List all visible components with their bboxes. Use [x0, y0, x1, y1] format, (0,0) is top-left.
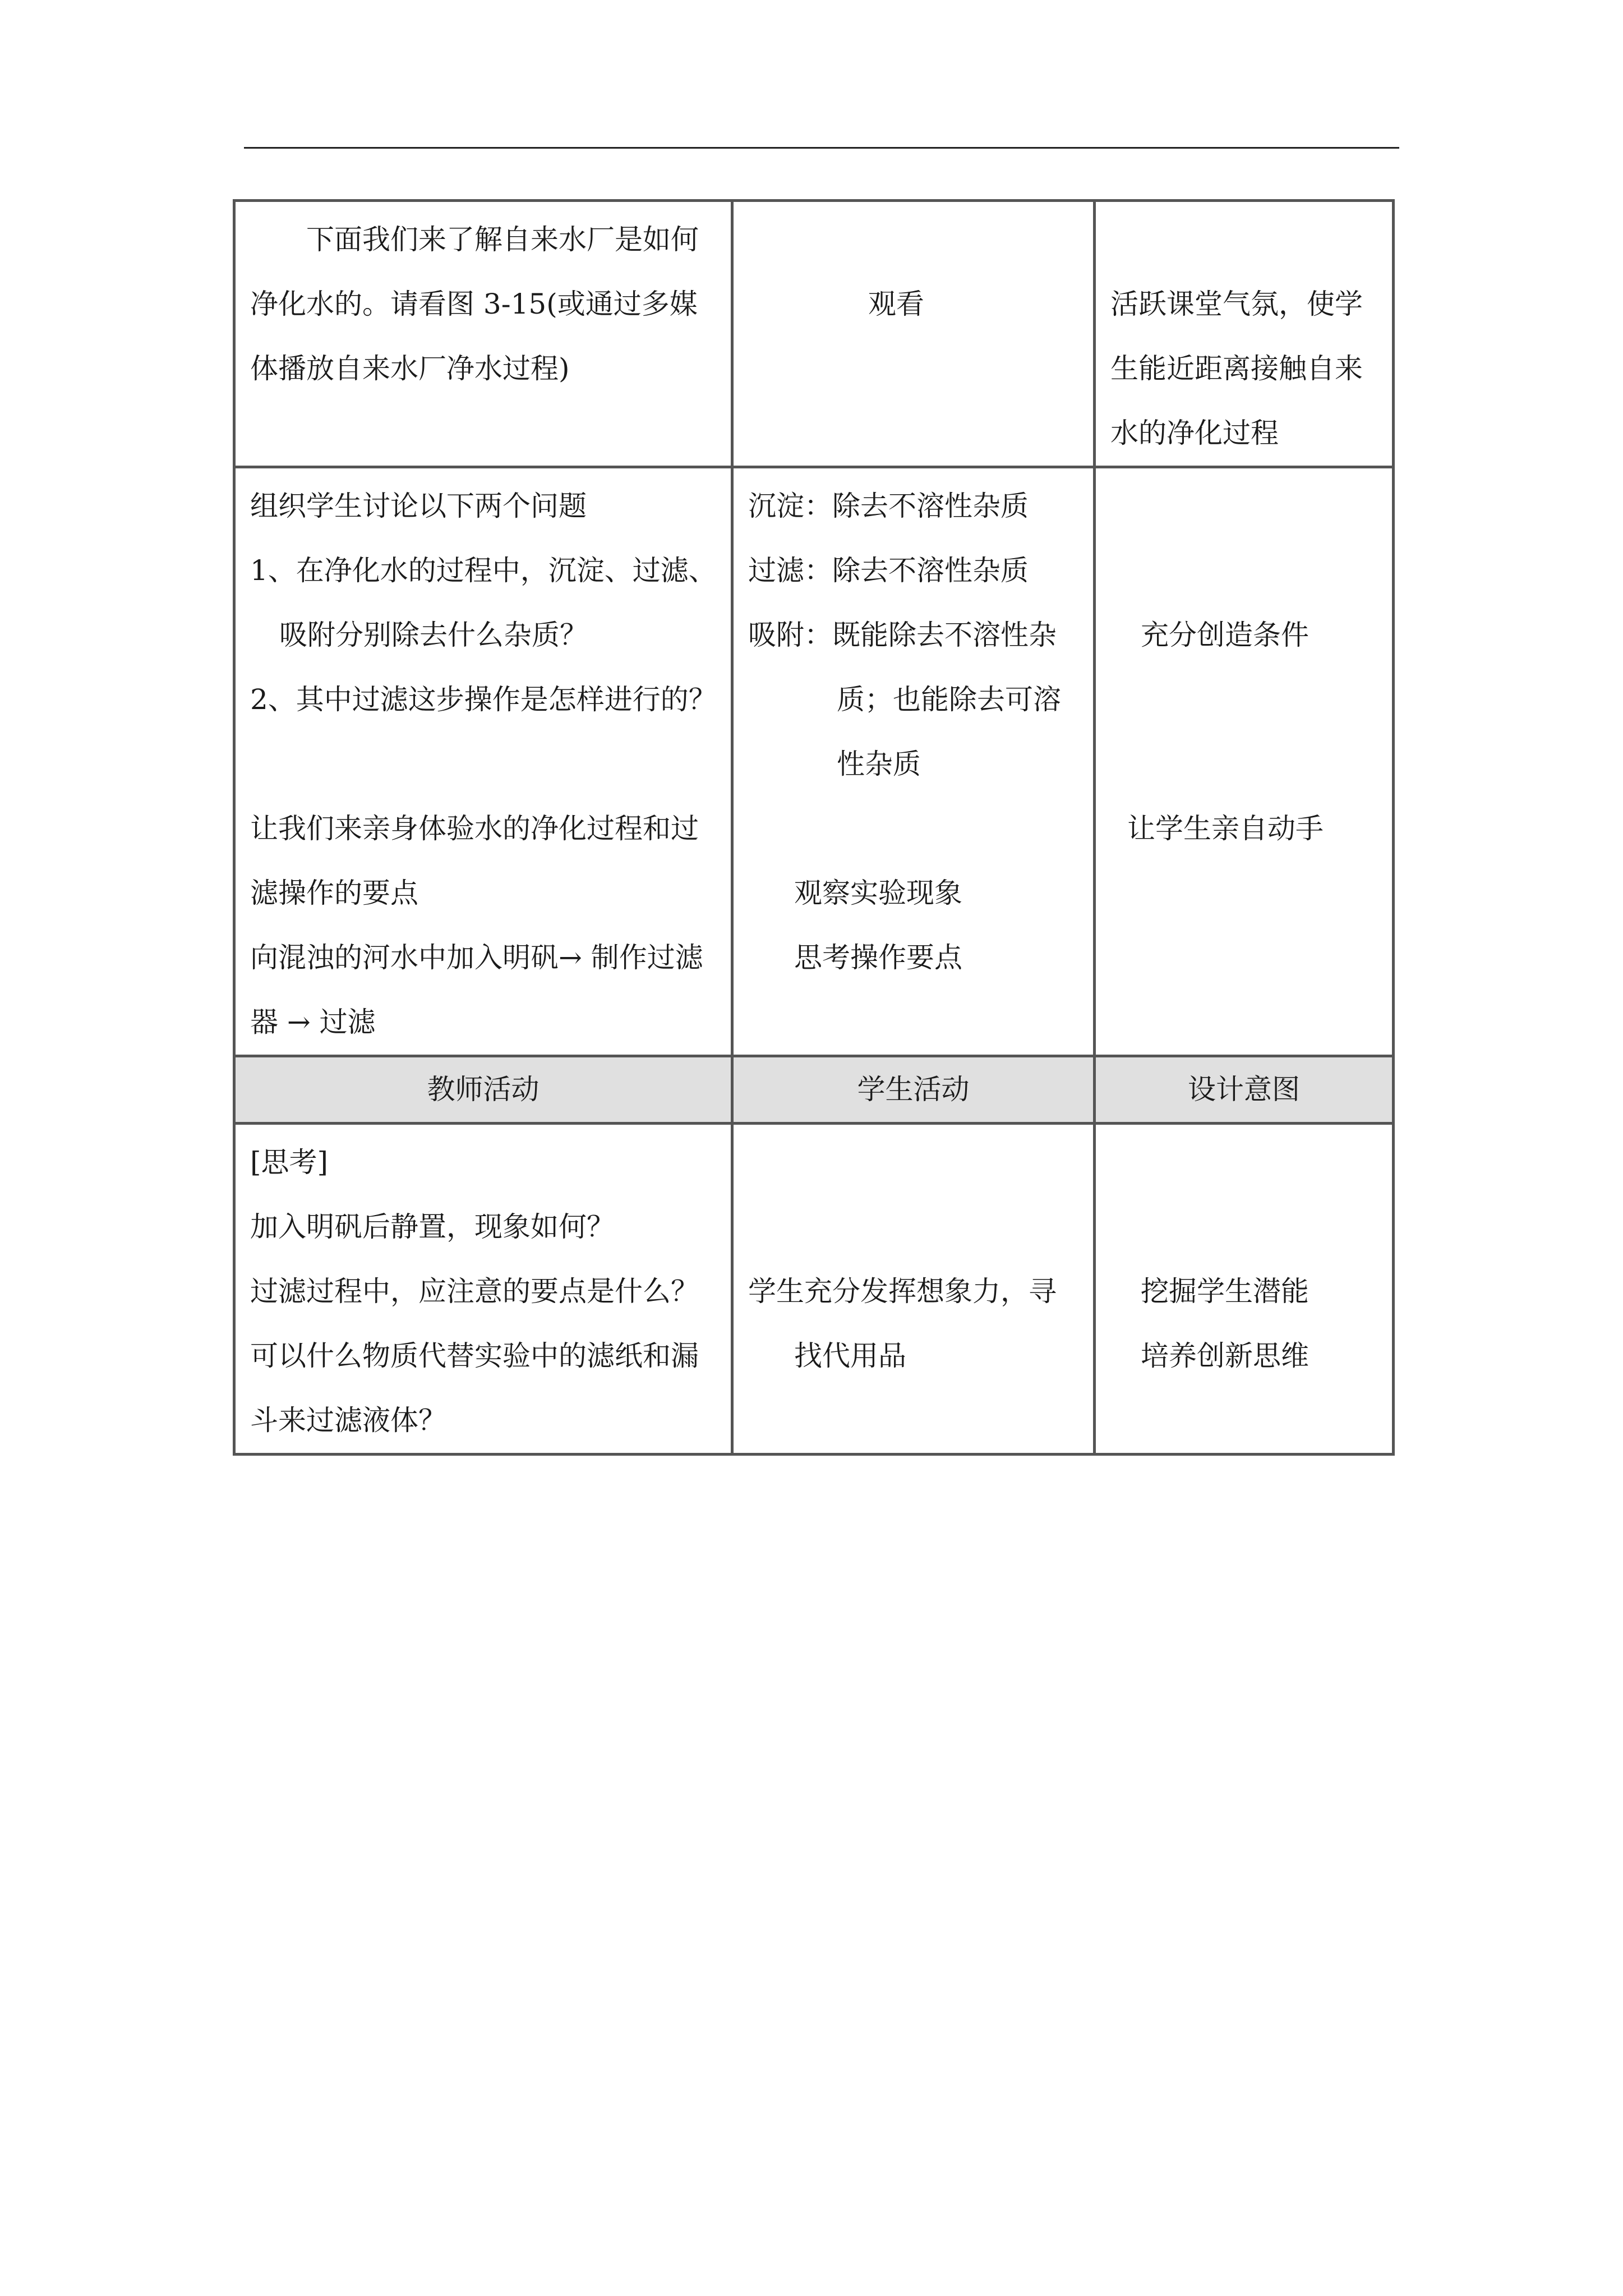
student-text: 性杂质 [837, 748, 921, 780]
teacher-text: 可以什么物质代替实验中的滤纸和漏 [250, 1340, 699, 1372]
student-text: 找代用品 [794, 1340, 906, 1372]
student-cell [732, 1124, 1095, 1455]
teacher-text: 过滤过程中，应注意的要点是什么？ [250, 1275, 699, 1308]
header-rule [244, 147, 1399, 149]
header-cell-teacher [234, 1056, 732, 1124]
student-text: 观察实验现象 [794, 877, 962, 909]
teacher-text: 体播放自来水厂净水过程) [250, 352, 570, 385]
teacher-text: 2、其中过滤这步操作是怎样进行的？ [250, 683, 717, 716]
header-label-design: 设计意图 [1188, 1073, 1300, 1106]
teacher-text: 吸附分别除去什么杂质？ [279, 619, 588, 651]
student-text: 沉淀：除去不溶性杂质 [748, 490, 1029, 522]
student-text: 学生充分发挥想象力，寻 [748, 1275, 1057, 1308]
teacher-text: 让我们来亲身体验水的净化过程和过 [250, 812, 699, 845]
teacher-text: 斗来过滤液体？ [250, 1404, 446, 1437]
header-row [234, 1056, 1394, 1124]
teacher-text: 组织学生讨论以下两个问题 [250, 490, 587, 522]
teacher-text: 器 → 过滤 [250, 1006, 376, 1038]
student-text: 吸附：既能除去不溶性杂 [748, 619, 1057, 651]
student-cell [732, 201, 1095, 467]
teacher-text: 向混浊的河水中加入明矾→ 制作过滤 [250, 941, 703, 974]
teacher-text: 1、在净化水的过程中，沉淀、过滤、 [250, 554, 717, 587]
header-cell-student [732, 1056, 1095, 1124]
design-text: 让学生亲自动手 [1127, 812, 1324, 845]
table-row [234, 467, 1394, 1056]
student-text: 过滤：除去不溶性杂质 [748, 554, 1029, 587]
design-text: 充分创造条件 [1141, 619, 1309, 651]
table-row [234, 1124, 1394, 1455]
student-text: 质；也能除去可溶 [837, 683, 1061, 716]
teacher-text: 加入明矾后静置，现象如何？ [250, 1211, 615, 1243]
design-text: 培养创新思维 [1141, 1340, 1309, 1372]
student-text: 观看 [868, 288, 924, 320]
teacher-text: [思考] [250, 1146, 329, 1179]
header-label-teacher: 教师活动 [427, 1073, 540, 1106]
student-cell [732, 467, 1095, 1056]
design-text: 生能近距离接触自来 [1110, 352, 1363, 385]
design-text: 活跃课堂气氛，使学 [1110, 288, 1363, 320]
header-cell-design [1095, 1056, 1394, 1124]
teacher-text: 下面我们来了解自来水厂是如何 [306, 223, 699, 256]
design-cell [1095, 201, 1394, 467]
table-row [234, 201, 1394, 467]
teacher-text: 净化水的。请看图 3-15(或通过多媒 [250, 288, 698, 320]
teacher-cell [234, 467, 732, 1056]
header-label-student: 学生活动 [857, 1073, 970, 1106]
student-text: 思考操作要点 [794, 941, 962, 974]
design-cell [1095, 467, 1394, 1056]
design-text: 挖掘学生潜能 [1141, 1275, 1309, 1308]
design-text: 水的净化过程 [1110, 417, 1279, 449]
teacher-cell [234, 201, 732, 467]
teacher-text: 滤操作的要点 [250, 877, 418, 909]
lesson-table [233, 199, 1395, 1456]
teacher-cell [234, 1124, 732, 1455]
design-cell [1095, 1124, 1394, 1455]
